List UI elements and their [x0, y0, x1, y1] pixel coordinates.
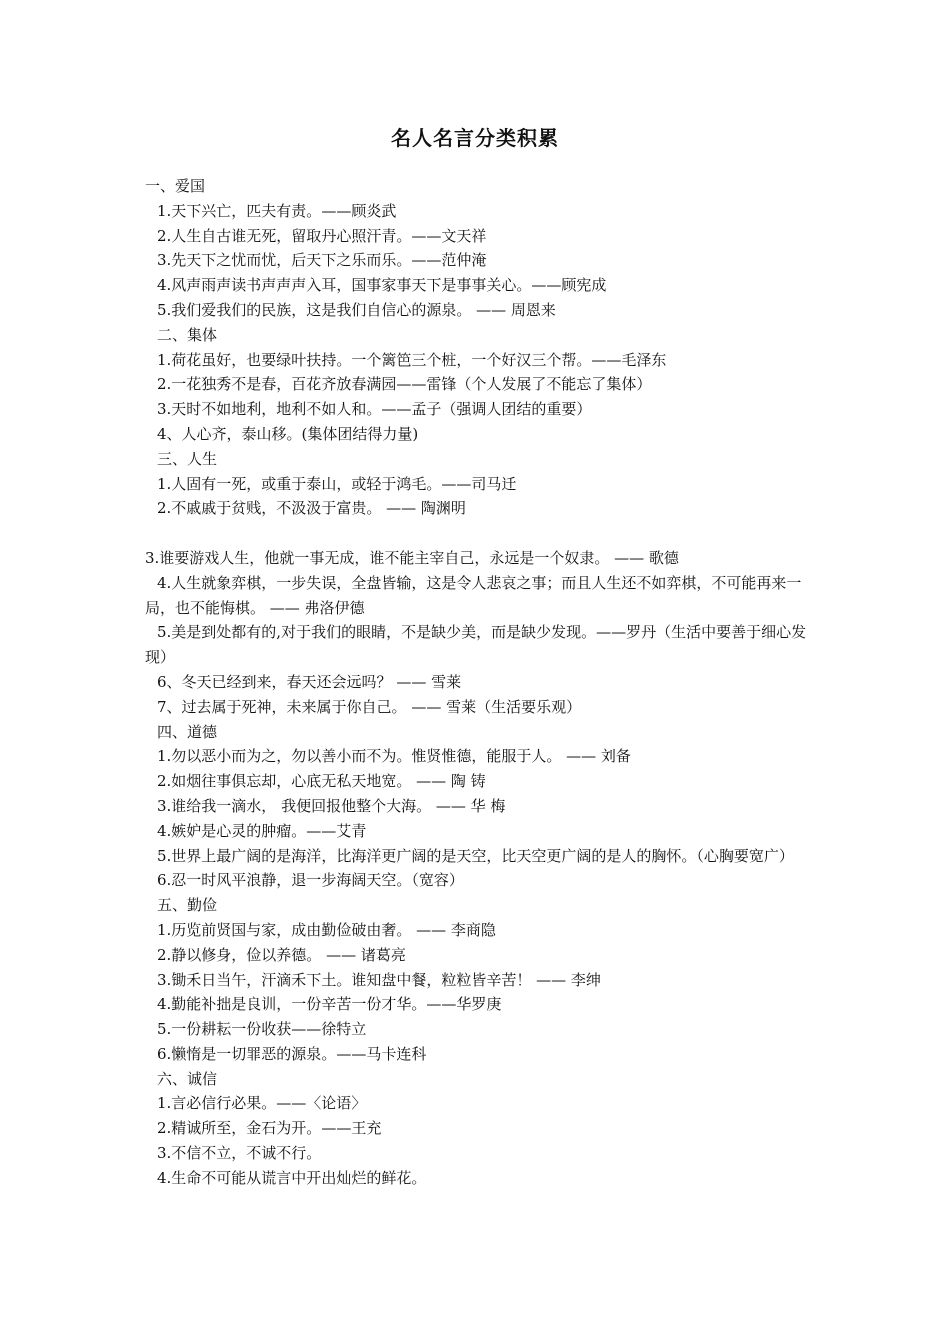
section-heading-life: 三、人生	[157, 449, 218, 468]
quote-item: 5.美是到处都有的,对于我们的眼睛，不是缺少美，而是缺少发现。——罗丹（生活中要善于细心发现）	[145, 623, 807, 667]
quote-item: 1.历览前贤国与家，成由勤俭破由奢。 —— 李商隐	[157, 920, 496, 939]
quote-item: 6、冬天已经到来，春天还会远吗？ —— 雪莱	[157, 672, 462, 691]
quote-item: 4.风声雨声读书声声声入耳，国事家事天下是事事关心。——顾宪成	[157, 276, 607, 295]
quote-item: 1.天下兴亡，匹夫有责。——顾炎武	[157, 201, 397, 220]
quote-item: 2.精诚所至，金石为开。——王充	[157, 1119, 382, 1138]
quote-item: 2.不戚戚于贫贱，不汲汲于富贵。 —— 陶渊明	[157, 499, 466, 518]
quote-item: 1.荷花虽好，也要绿叶扶持。一个篱笆三个桩，一个好汉三个帮。——毛泽东	[157, 350, 667, 369]
quote-item: 5.我们爱我们的民族，这是我们自信心的源泉。 —— 周恩来	[157, 300, 556, 319]
quote-item: 5.世界上最广阔的是海洋，比海洋更广阔的是天空，比天空更广阔的是人的胸怀。（心胸要宽广）	[157, 846, 794, 865]
quote-item: 2.一花独秀不是春，百花齐放春满园——雷锋（个人发展了不能忘了集体）	[157, 375, 652, 394]
quote-item: 3.天时不如地利，地利不如人和。——孟子（强调人团结的重要）	[157, 400, 592, 419]
quote-item: 6.懒惰是一切罪恶的源泉。——马卡连科	[157, 1044, 427, 1063]
quote-item: 6.忍一时风平浪静，退一步海阔天空。（宽容）	[157, 871, 464, 890]
quote-item: 4.嫉妒是心灵的肿瘤。——艾青	[157, 821, 367, 840]
quote-item: 7、过去属于死神，未来属于你自己。 —— 雪莱（生活要乐观）	[157, 697, 582, 716]
quote-item: 1.人固有一死，或重于泰山，或轻于鸿毛。——司马迁	[157, 474, 517, 493]
quote-item: 3.不信不立，不诚不行。	[157, 1144, 322, 1163]
quote-item: 1.言必信行必果。——〈论语〉	[157, 1094, 367, 1113]
section-heading-thrift: 五、勤俭	[157, 896, 218, 915]
quote-item: 4、人心齐，泰山移。(集体团结得力量)	[157, 424, 419, 443]
document-title: 名人名言分类积累	[391, 126, 559, 150]
quote-item: 3.锄禾日当午，汗滴禾下土。谁知盘中餐，粒粒皆辛苦！ —— 李绅	[157, 970, 601, 989]
quote-item: 1.勿以恶小而为之，勿以善小而不为。惟贤惟德，能服于人。 —— 刘备	[157, 747, 631, 766]
quote-item: 2.人生自古谁无死，留取丹心照汗青。——文天祥	[157, 226, 487, 245]
quote-item: 2.静以修身，俭以养德。 —— 诸葛亮	[157, 945, 406, 964]
section-heading-patriotism: 一、爱国	[145, 177, 206, 195]
quote-item: 2.如烟往事俱忘却，心底无私天地宽。 —— 陶 铸	[157, 772, 486, 791]
section-heading-morality: 四、道德	[157, 722, 218, 741]
quote-item: 3.先天下之忧而忧，后天下之乐而乐。——范仲淹	[157, 251, 487, 270]
section-heading-collective: 二、集体	[157, 325, 218, 344]
section-heading-integrity: 六、诚信	[157, 1069, 218, 1088]
quote-item: 4.生命不可能从谎言中开出灿烂的鲜花。	[157, 1168, 427, 1187]
quote-item: 4.人生就象弈棋，一步失误，全盘皆输，这是令人悲哀之事；而且人生还不如弈棋，不可能再来一局，也不能悔棋。 —— 弗洛伊德	[145, 573, 802, 617]
quote-item: 3.谁要游戏人生，他就一事无成，谁不能主宰自己，永远是一个奴隶。 —— 歌德	[145, 548, 679, 567]
blank-line	[145, 521, 813, 546]
document-body	[145, 174, 813, 1191]
quote-item: 5.一份耕耘一份收获——徐特立	[157, 1020, 367, 1039]
quote-item: 4.勤能补拙是良训，一份辛苦一份才华。——华罗庚	[157, 995, 502, 1014]
quote-item: 3.谁给我一滴水， 我便回报他整个大海。 —— 华 梅	[157, 796, 506, 815]
